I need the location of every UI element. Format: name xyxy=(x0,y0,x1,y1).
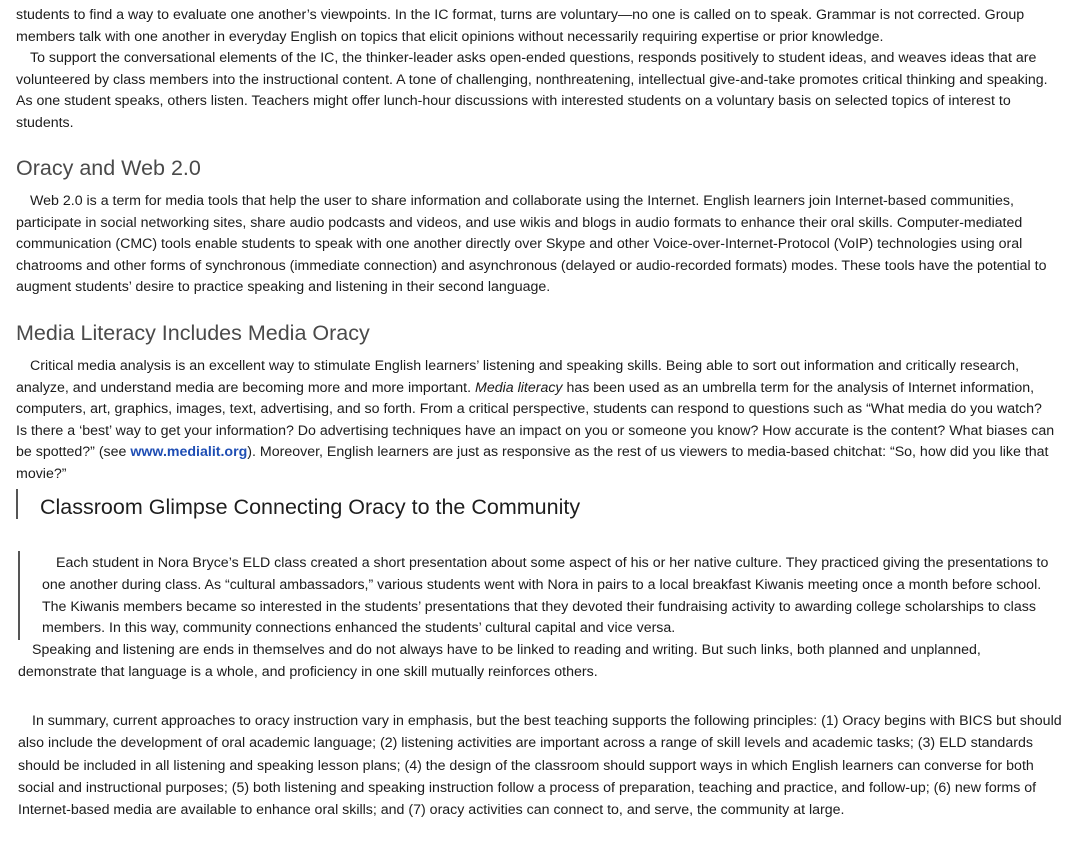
intro-paragraph-2: To support the conversational elements of the IC, the thinker-leader asks open-ended questions, responds positively to student ideas, and weaves ideas that are volunteered by class members into the instructional content. A tone of challenging, nonthreatening, intellectual give-and-take promotes critical thinking and speaking. As one student speaks, others listen. Teachers might offer lunch-hour discussions with interested students on a voluntary basis on selected topics of interest to students. xyxy=(16,50,1048,131)
web20-paragraph: Web 2.0 is a term for media tools that help the user to share information and collaborate using the Internet. English learners join Internet-based communities, participate in social networking sites, share audio podcasts and videos, and use wikis and blogs in audio formats to enhance their oral skills. Computer-mediated communication (CMC) tools enable students to speak with one another directly over Skype and other Voice-over-Internet-Protocol (VoIP) technologies using oral chatrooms and other forms of synchronous (immediate connection) and asynchronous (delayed or audio-recorded formats) modes. These tools have the potential to augment students’ desire to practice speaking and listening in their second language. xyxy=(16,193,1047,295)
summary-paragraph: In summary, current approaches to oracy instruction vary in emphasis, but the best teaching supports the following principles: (1) Oracy begins with BICS but should also include the development of oral academic language; (2) listening activities are important across a range of skill levels and academic tasks; (3) ELD standards should be included in all listening and speaking lesson plans; (4) the design of the classroom should support ways in which English learners can converse for both social and instructional purposes; (5) both listening and speaking instruction follow a process of preparation, teaching and practice, and follow-up; (6) new forms of Internet-based media are available to enhance oral skills; and (7) oracy activities can connect to, and serve, the community at large. xyxy=(18,713,1062,819)
section-heading-web20: Oracy and Web 2.0 xyxy=(16,156,201,180)
intro-paragraph-1: students to find a way to evaluate one another’s viewpoints. In the IC format, turns are voluntary—no one is called on to speak. Grammar is not corrected. Group members talk with one another in everyday English on topics that elicit opinions without necessarily requiring expertise or prior knowledge. xyxy=(16,7,1025,45)
media-literacy-term: Media literacy xyxy=(475,379,563,396)
glimpse-title-rule xyxy=(16,489,18,519)
media-text-c: ). Moreover, English learners are just as responsive as the rest of us viewers to media-based chitchat: “So, how did you like that movie?” xyxy=(16,444,1049,482)
media-text-a: Critical media analysis is an excellent way to stimulate English learners’ listening and speaking skills. Being able to sort out information and critically research, analyze, and understand media are becoming more and more important. xyxy=(16,358,1020,396)
media-literacy-paragraph xyxy=(16,356,1056,485)
media-text-b: has been used as an umbrella term for the analysis of Internet information, computers, art, graphics, images, text, advertising, and so forth. From a critical perspective, students can respond to questions such as “What media do you watch? Is there a ‘best’ way to get your information? Do advertising techniques have an impact on you or someone you know? How accurate is the content? What biases can be spotted?” (see xyxy=(16,379,1055,460)
classroom-glimpse-paragraph: Each student in Nora Bryce’s ELD class created a short presentation about some aspect of his or her native culture. They practiced giving the presentations to one another during class. As “cultural ambassadors,” various students went with Nora in pairs to a local breakfast Kiwanis meeting once a month before school. The Kiwanis members became so interested in the students’ presentations that they devoted their fundraising activity to awarding college scholarships to class members. In this way, community connections enhanced the students’ cultural capital and vice versa. xyxy=(42,555,1049,637)
glimpse-quote-rule xyxy=(18,551,20,640)
medialit-link[interactable]: www.medialit.org xyxy=(130,444,248,460)
section-heading-media-literacy: Media Literacy Includes Media Oracy xyxy=(16,321,370,345)
closing-paragraph-1: Speaking and listening are ends in themselves and do not always have to be linked to reading and writing. But such links, both planned and unplanned, demonstrate that language is a whole, and proficiency in one skill mutually reinforces others. xyxy=(18,642,981,680)
classroom-glimpse-title: Classroom Glimpse Connecting Oracy to the Community xyxy=(40,495,581,519)
